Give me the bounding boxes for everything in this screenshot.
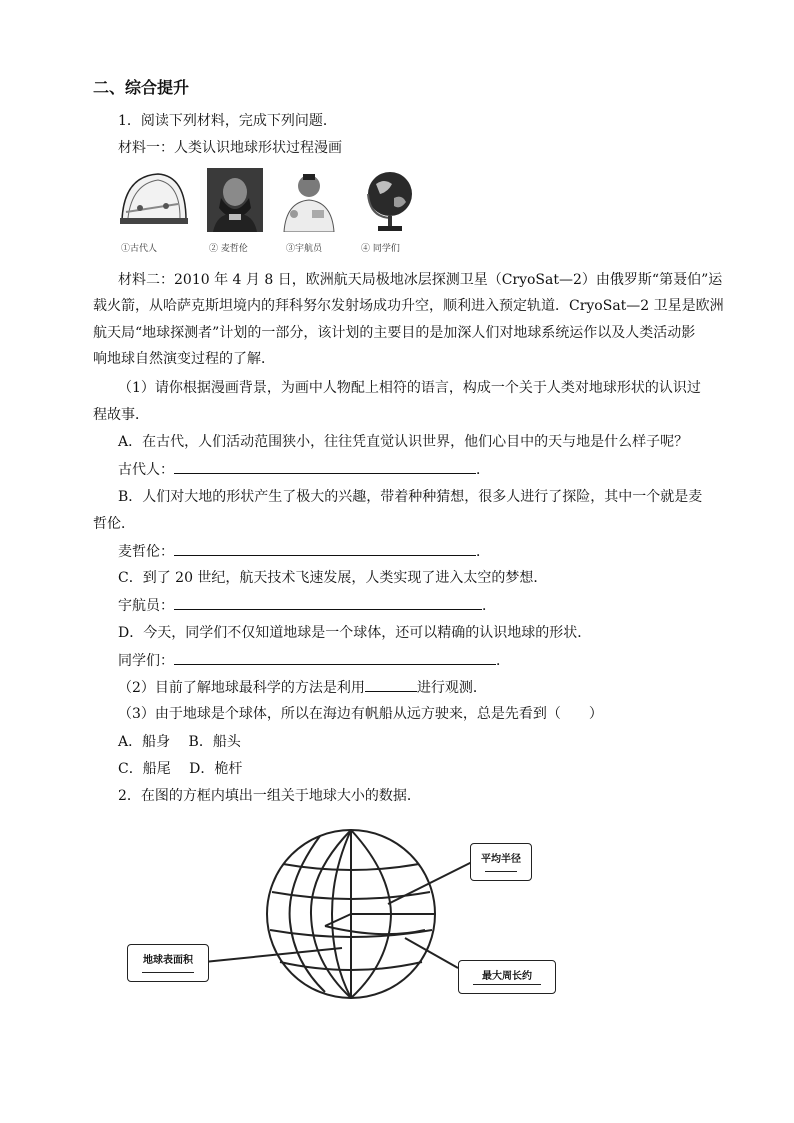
answer-row-astronaut (118, 595, 496, 616)
magellan-portrait (207, 168, 263, 232)
material-1-title: 材料一：人类认识地球形状过程漫画 (118, 140, 342, 156)
caption-magellan: ② 麦哲伦 (209, 244, 248, 254)
section-title: 二、综合提升 (93, 78, 190, 97)
average-radius-box[interactable] (470, 843, 532, 881)
answer-label-students: 同学们： (118, 653, 174, 669)
subquestion-1-line: 程故事． (93, 407, 149, 423)
answer-label-magellan: 麦哲伦： (118, 544, 174, 560)
item-a-text: A．在古代，人们活动范围狭小，往往凭直觉认识世界，他们心目中的天与地是什么样子呢？ (118, 434, 689, 450)
period: ． (476, 544, 490, 560)
caption-students: ④ 同学们 (361, 244, 400, 254)
earth-surface-area-blank (142, 972, 194, 973)
subquestion-2-text: （2）目前了解地球最科学的方法是利用 (118, 680, 365, 696)
ancient-people-picture (118, 168, 190, 232)
max-circumference-label: 最大周长约 (482, 971, 532, 982)
max-circumference-box[interactable] (458, 960, 556, 994)
period: ． (476, 462, 490, 478)
subquestion-2-text-end: 进行观测． (416, 680, 487, 696)
answer-row-ancient (118, 459, 490, 480)
item-d-text: D．今天，同学们不仅知道地球是一个球体，还可以精确的认识地球的形状． (118, 625, 592, 641)
answer-blank-method[interactable] (365, 677, 417, 692)
earth-surface-area-label: 地球表面积 (143, 955, 193, 966)
period: ． (496, 653, 510, 669)
options-row-2: C．船尾 D．桅杆 (118, 761, 243, 777)
question-1-intro: 1．阅读下列材料，完成下列问题． (118, 113, 337, 129)
average-radius-blank (485, 871, 517, 872)
material-2-line: 载火箭，从哈萨克斯坦境内的拜科努尔发射场成功升空，顺利进入预定轨道．CryoSat—2 卫星是欧洲 (93, 298, 724, 314)
period: ． (482, 598, 496, 614)
material-2-line: 航天局“地球探测者”计划的一部分，该计划的主要目的是加深人们对地球系统运作以及人类活动影 (93, 325, 696, 341)
options-row-1: A．船身 B．船头 (118, 734, 241, 750)
answer-label-astronaut: 宇航员： (118, 598, 174, 614)
question-2-text: 2．在图的方框内填出一组关于地球大小的数据． (118, 788, 421, 804)
item-b-line: 哲伦． (93, 516, 135, 532)
earth-surface-area-box[interactable] (127, 944, 209, 982)
caption-astronaut: ③宇航员 (286, 244, 323, 254)
caption-ancient: ①古代人 (121, 244, 158, 254)
item-b-line: B．人们对大地的形状产生了极大的兴趣，带着种种猜想，很多人进行了探险，其中一个就是麦 (118, 489, 703, 505)
answer-blank-magellan[interactable] (174, 541, 476, 556)
answer-row-magellan (118, 541, 490, 562)
average-radius-label: 平均半径 (481, 854, 521, 865)
answer-row-students (118, 650, 510, 671)
astronaut-picture (280, 168, 338, 232)
globe-picture (362, 168, 418, 234)
answer-blank-astronaut[interactable] (174, 595, 482, 610)
item-c-text: C．到了 20 世纪，航天技术飞速发展，人类实现了进入太空的梦想． (118, 570, 548, 586)
max-circumference-blank (473, 984, 541, 985)
subquestion-1-line: （1）请你根据漫画背景，为画中人物配上相符的语言，构成一个关于人类对地球形状的认识过 (118, 380, 701, 396)
answer-blank-ancient[interactable] (174, 459, 476, 474)
answer-label-ancient: 古代人： (118, 462, 174, 478)
subquestion-2 (118, 677, 487, 698)
subquestion-3: （3）由于地球是个球体，所以在海边有帆船从远方驶来，总是先看到（ ） (118, 706, 603, 722)
answer-blank-students[interactable] (174, 650, 496, 665)
material-2-line: 材料二：2010 年 4 月 8 日，欧洲航天局极地冰层探测卫星（CryoSat—2）由俄罗斯“第聂伯”运 (118, 272, 723, 288)
material-2-line: 响地球自然演变过程的了解． (93, 351, 275, 367)
